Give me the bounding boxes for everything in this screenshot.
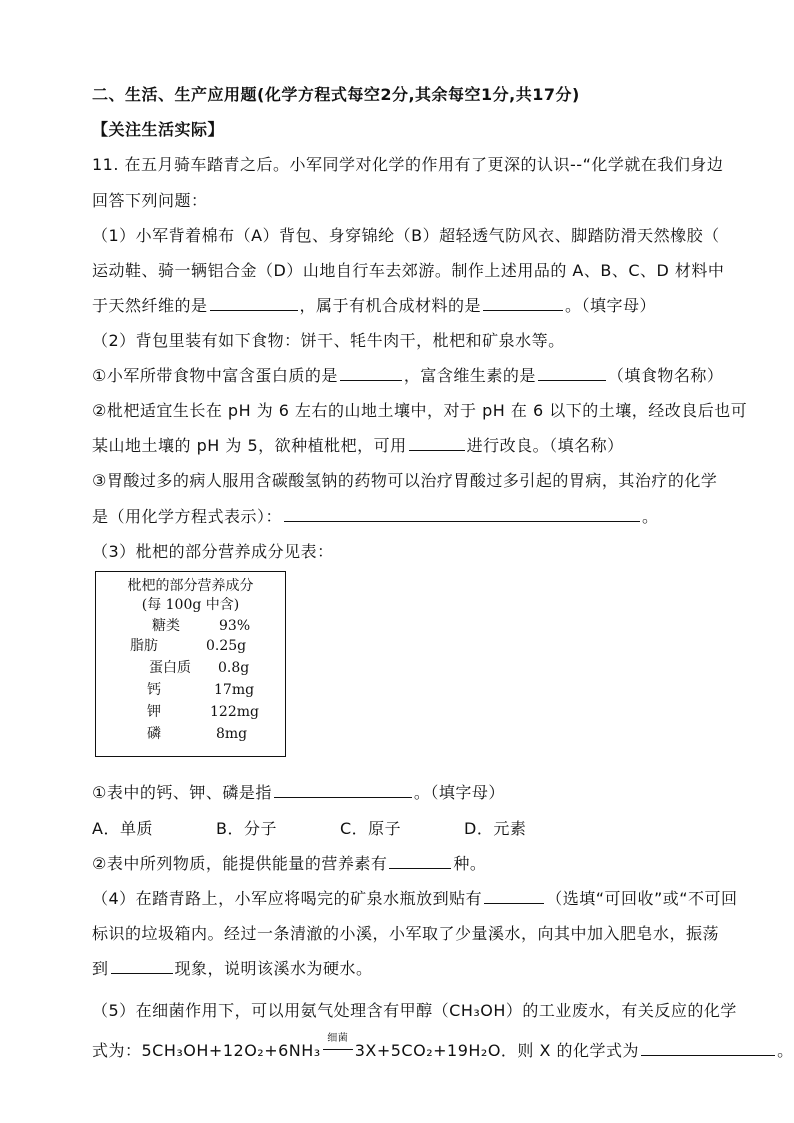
option-d[interactable]: D．元素 bbox=[464, 819, 527, 838]
section-title: 二、生活、生产应用题(化学方程式每空2分,其余每空1分,共17分) bbox=[92, 85, 580, 104]
answer-blank-element-type[interactable] bbox=[274, 783, 412, 798]
answer-blank-soil-improver[interactable] bbox=[409, 436, 465, 451]
option-a[interactable]: A．单质 bbox=[92, 819, 153, 838]
q11-intro-2: 回答下列问题： bbox=[92, 191, 208, 210]
text: 。 bbox=[642, 507, 659, 526]
answer-blank-natural-fiber[interactable] bbox=[210, 296, 298, 311]
q11-part1-line3 bbox=[92, 295, 794, 317]
q11-part1-line2: 运动鞋、骑一辆铝合金（D）山地自行车去郊游。制作上述用品的 A、B、C、D 材料中 bbox=[92, 261, 725, 280]
text: 进行改良。（填名称） bbox=[466, 436, 624, 455]
answer-blank-recycle[interactable] bbox=[484, 889, 544, 904]
q11-part2-sub2-line1: ②枇杷适宜生长在 pH 为 6 左右的山地土壤中，对于 pH 在 6 以下的土壤，经改良后也可 bbox=[92, 401, 748, 420]
nutrient-value: 93% bbox=[219, 618, 251, 634]
text: 到 bbox=[92, 959, 109, 978]
nutrient-name: 糖类 bbox=[152, 618, 180, 634]
q11-part3-sub2 bbox=[92, 853, 794, 875]
option-c[interactable]: C．原子 bbox=[340, 819, 402, 838]
nutrient-name: 钙 bbox=[147, 682, 161, 698]
text: 式为：5CH₃OH+12O₂+6NH₃ bbox=[92, 1041, 321, 1060]
q11-intro: 11. 在五月骑车踏青之后。小军同学对化学的作用有了更深的认识--“化学就在我们身边 bbox=[92, 155, 724, 174]
text: 3X+5CO₂+19H₂O．则 X 的化学式为 bbox=[354, 1041, 640, 1060]
nutrient-name: 脂肪 bbox=[130, 638, 158, 654]
text: （填食物名称） bbox=[607, 366, 724, 385]
q11-part2-line1: （2）背包里装有如下食物：饼干、牦牛肉干，枇杷和矿泉水等。 bbox=[92, 331, 565, 350]
nutrition-table bbox=[95, 571, 286, 757]
reaction-arrow bbox=[321, 1033, 355, 1056]
q11-part1-line1: （1）小军背着棉布（A）背包、身穿锦纶（B）超轻透气防风衣、脚踏防滑天然橡胶（ bbox=[92, 226, 720, 245]
nutrition-row bbox=[96, 702, 285, 722]
nutrient-value: 0.25g bbox=[206, 638, 247, 654]
answer-blank-vitamin[interactable] bbox=[538, 366, 606, 381]
text: 。（填字母） bbox=[565, 296, 657, 315]
answer-blank-energy-nutrients[interactable] bbox=[389, 854, 451, 869]
reaction-condition: 细菌 bbox=[327, 1033, 349, 1044]
nutrient-name: 钾 bbox=[147, 704, 161, 720]
q11-part4-line1 bbox=[92, 888, 794, 910]
nutrition-row bbox=[96, 658, 285, 678]
text: 于天然纤维的是 bbox=[92, 296, 208, 315]
nutrition-row bbox=[96, 616, 285, 636]
text: ，富含维生素的是 bbox=[403, 366, 536, 385]
q11-part5-line2 bbox=[92, 1033, 794, 1062]
text: ①表中的钙、钾、磷是指 bbox=[92, 783, 272, 802]
nutrition-row bbox=[96, 680, 285, 700]
answer-blank-formula-x[interactable] bbox=[641, 1041, 775, 1056]
q11-part2-sub1 bbox=[92, 365, 794, 387]
nutrient-value: 17mg bbox=[214, 682, 255, 698]
answer-blank-phenomenon[interactable] bbox=[111, 959, 173, 974]
nutrient-value: 8mg bbox=[216, 726, 248, 742]
text: 现象，说明该溪水为硬水。 bbox=[174, 959, 373, 978]
section-tag: 【关注生活实际】 bbox=[92, 120, 225, 139]
q11-part5-line1: （5）在细菌作用下，可以用氨气处理含有甲醇（CH₃OH）的工业废水，有关反应的化学 bbox=[92, 1001, 737, 1020]
q11-part4-line3 bbox=[92, 958, 794, 980]
answer-blank-protein[interactable] bbox=[340, 366, 402, 381]
text: ②表中所列物质，能提供能量的营养素有 bbox=[92, 854, 388, 873]
nutrient-name: 磷 bbox=[147, 726, 161, 742]
nutrient-value: 122mg bbox=[210, 704, 259, 720]
nutrition-table-title: 枇杷的部分营养成分 bbox=[127, 578, 254, 594]
nutrient-name: 蛋白质 bbox=[149, 660, 191, 676]
q11-part2-sub3-line1: ③胃酸过多的病人服用含碳酸氢钠的药物可以治疗胃酸过多引起的胃病，其治疗的化学 bbox=[92, 471, 718, 490]
answer-blank-equation[interactable] bbox=[284, 507, 640, 522]
nutrient-value: 0.8g bbox=[218, 660, 250, 676]
text: 。（填字母） bbox=[413, 783, 505, 802]
text: ，属于有机合成材料的是 bbox=[299, 296, 482, 315]
q11-part2-sub2-line2 bbox=[92, 435, 794, 457]
text: ①小军所带食物中富含蛋白质的是 bbox=[92, 366, 338, 385]
q11-part2-sub3-line2 bbox=[92, 506, 794, 528]
q11-part4-line2: 标识的垃圾箱内。经过一条清澈的小溪，小军取了少量溪水，向其中加入肥皂水，振荡 bbox=[92, 924, 720, 943]
text: （4）在踏青路上，小军应将喝完的矿泉水瓶放到贴有 bbox=[92, 889, 483, 908]
option-b[interactable]: B．分子 bbox=[216, 819, 277, 838]
nutrition-row bbox=[96, 636, 285, 656]
nutrition-row bbox=[96, 724, 285, 744]
q11-part3-line1: （3）枇杷的部分营养成分见表： bbox=[92, 542, 334, 561]
q11-part3-options bbox=[92, 818, 794, 840]
text: （选填“可回收”或“不可回 bbox=[546, 889, 738, 908]
text: 种。 bbox=[453, 854, 487, 873]
answer-blank-synthetic-material[interactable] bbox=[483, 296, 563, 311]
text: 。 bbox=[777, 1041, 794, 1060]
q11-part3-sub1 bbox=[92, 782, 794, 804]
text: 某山地土壤的 pH 为 5，欲种植枇杷，可用 bbox=[92, 436, 407, 455]
nutrition-table-subtitle: (每 100g 中含) bbox=[141, 597, 240, 613]
text: 是（用化学方程式表示）： bbox=[92, 507, 283, 526]
